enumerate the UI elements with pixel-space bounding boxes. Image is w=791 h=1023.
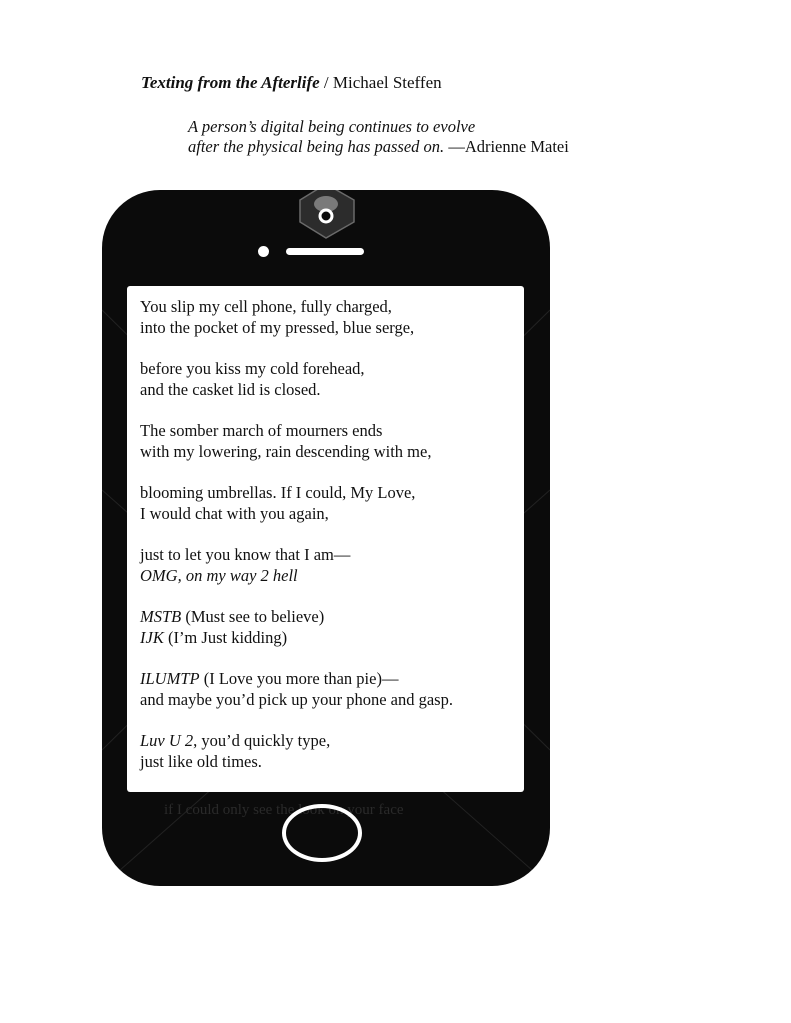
epigraph-quote-end: after the physical being has passed on. <box>188 137 445 156</box>
poem-line <box>140 669 518 690</box>
poem-line: blooming umbrellas. If I could, My Love, <box>140 483 416 502</box>
epigraph-attribution: —Adrienne Matei <box>444 137 569 156</box>
phone-screen <box>127 286 524 792</box>
abbreviation-gloss: (I’m Just kidding) <box>163 627 288 647</box>
poem-line <box>140 731 518 752</box>
stanza-8 <box>140 731 518 772</box>
poem-line: with my lowering, rain descending with me, <box>140 441 432 461</box>
stanza-3 <box>140 421 518 462</box>
stanza-1 <box>140 297 518 338</box>
camera-icon <box>290 190 362 242</box>
epigraph-line-2 <box>188 137 569 157</box>
abbreviation: ILUMTP <box>140 669 200 688</box>
poem-line: You slip my cell phone, fully charged, <box>140 297 392 316</box>
poem-line: before you kiss my cold forehead, <box>140 359 365 378</box>
stanza-4 <box>140 483 518 524</box>
poem-line: The somber march of mourners ends <box>140 421 383 440</box>
stanza-7 <box>140 669 518 710</box>
poem-body <box>140 297 518 793</box>
poem-line <box>140 628 518 649</box>
epigraph <box>188 117 569 157</box>
poem-line: and maybe you’d pick up your phone and gasp. <box>140 689 453 709</box>
poem-title: Texting from the Afterlife <box>141 73 320 92</box>
poem-line-rest: , you’d quickly type, <box>193 731 331 750</box>
poem-line: I would chat with you again, <box>140 503 329 523</box>
phone-illustration <box>102 190 550 886</box>
title-separator: / <box>319 73 333 92</box>
abbreviation: MSTB <box>140 607 182 626</box>
poem-line <box>140 607 518 628</box>
poem-heading <box>141 73 442 93</box>
poem-line: just like old times. <box>140 751 262 771</box>
poem-line: just to let you know that I am— <box>140 545 351 564</box>
stanza-6 <box>140 607 518 648</box>
poem-line: into the pocket of my pressed, blue serge, <box>140 317 415 337</box>
abbreviation: IJK <box>140 627 164 647</box>
epigraph-line-1: A person’s digital being continues to evolve <box>188 117 476 136</box>
poem-line: and the casket lid is closed. <box>140 379 321 399</box>
overflow-text-behind-bezel: if I could only see the look on your face <box>164 802 404 818</box>
home-button-icon <box>282 804 362 862</box>
front-sensor-icon <box>258 246 269 257</box>
poem-author: Michael Steffen <box>332 73 442 92</box>
abbreviation-gloss: (I Love you more than pie)— <box>199 669 399 688</box>
earpiece-speaker <box>286 248 364 255</box>
stanza-2 <box>140 359 518 400</box>
poem-line-text-speak: OMG, on my way 2 hell <box>140 565 298 585</box>
abbreviation: Luv U 2 <box>140 731 194 750</box>
stanza-5 <box>140 545 518 586</box>
abbreviation-gloss: (Must see to believe) <box>181 607 325 626</box>
